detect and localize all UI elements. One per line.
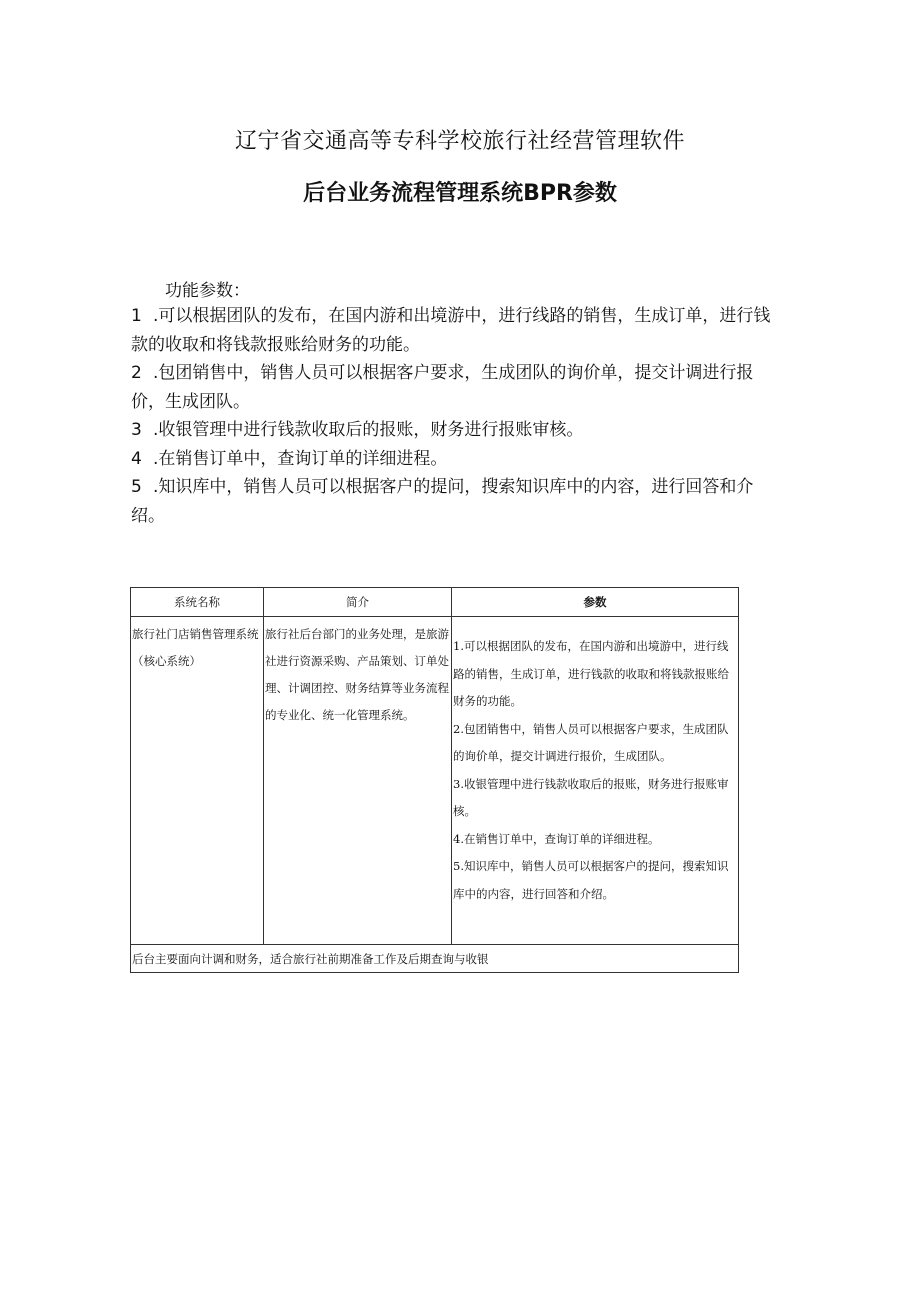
table-header-row	[131, 588, 739, 617]
list-item	[131, 473, 776, 530]
item-text: .在销售订单中，查询订单的详细进程。	[153, 448, 448, 469]
item-number: 5	[131, 477, 142, 497]
header-params: 参数	[452, 588, 739, 617]
document-title: 辽宁省交通高等专科学校旅行社经营管理软件	[234, 129, 685, 154]
item-number: 4	[131, 448, 142, 469]
spec-table	[130, 587, 739, 973]
item-number: 2	[131, 363, 142, 383]
table-row	[131, 617, 739, 945]
document-subtitle: 后台业务流程管理系统BPR参数	[303, 181, 617, 206]
item-number: 3	[131, 420, 142, 440]
param-item: 3.收银管理中进行钱款收取后的报账，财务进行报账审核。	[453, 776, 729, 818]
item-text: .知识库中，销售人员可以根据客户的提问，搜索知识库中的内容，进行回答和介绍。	[131, 477, 754, 526]
params-heading: 功能参数：	[165, 281, 250, 301]
param-item: 4.在销售订单中，查询订单的详细进程。	[453, 831, 660, 846]
list-item	[131, 416, 776, 445]
item-number: 1	[131, 306, 142, 326]
cell-intro: 旅行社后台部门的业务处理，是旅游社进行资源采购、产品策划、订单处理、计调团控、财务结算等业务流程的专业化、统一化管理系统。	[264, 617, 452, 945]
cell-footer: 后台主要面向计调和财务，适合旅行社前期准备工作及后期查询与收银	[131, 945, 739, 973]
item-text: .可以根据团队的发布，在国内游和出境游中，进行线路的销售，生成订单，进行钱款的收取和将钱款报账给财务的功能。	[131, 306, 771, 355]
function-list	[131, 302, 776, 530]
item-text: .包团销售中，销售人员可以根据客户要求，生成团队的询价单，提交计调进行报价，生成团队。	[131, 363, 754, 412]
header-intro: 简介	[264, 588, 452, 617]
list-item	[131, 302, 776, 359]
list-item	[131, 445, 776, 474]
table-footer-row	[131, 945, 739, 973]
header-system-name: 系统名称	[131, 588, 264, 617]
cell-params	[452, 617, 739, 945]
list-item	[131, 359, 776, 416]
param-item: 5.知识库中，销售人员可以根据客户的提问，搜索知识库中的内容，进行回答和介绍。	[453, 859, 729, 901]
item-text: .收银管理中进行钱款收取后的报账，财务进行报账审核。	[153, 420, 584, 440]
param-item: 1.可以根据团队的发布，在国内游和出境游中，进行线路的销售，生成订单，进行钱款的收取和将钱款报账给财务的功能。	[453, 639, 729, 708]
param-item: 2.包团销售中，销售人员可以根据客户要求，生成团队的询价单，提交计调进行报价，生成团队。	[453, 721, 729, 763]
cell-system-name: 旅行社门店销售管理系统（核心系统）	[131, 617, 264, 945]
